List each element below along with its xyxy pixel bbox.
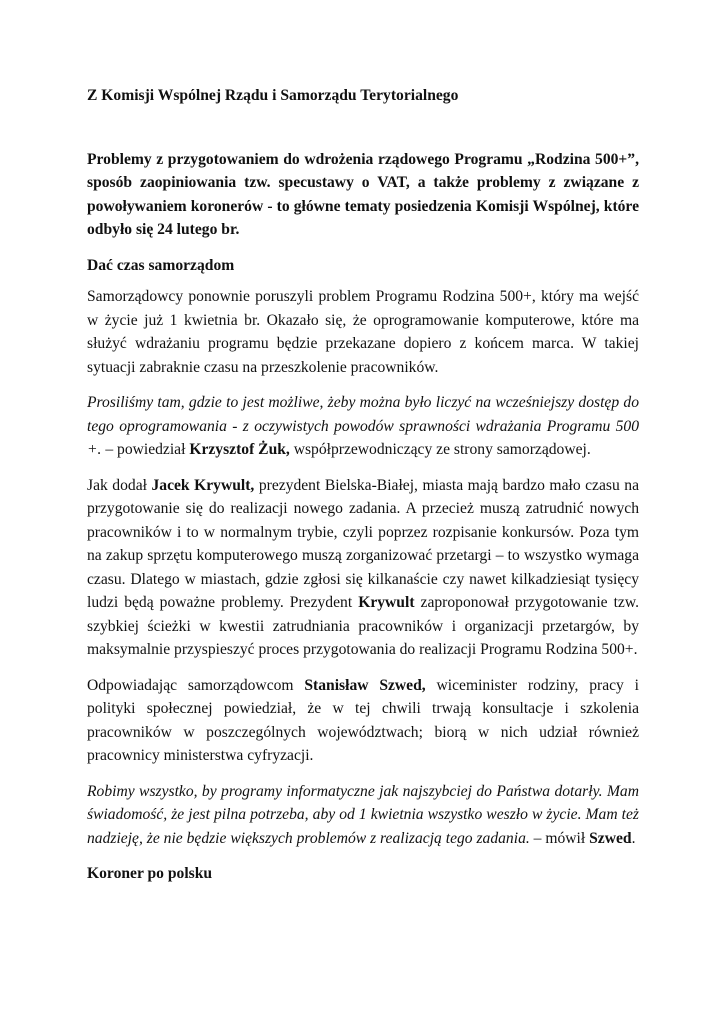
quote-zuk-said: – powiedział [101,441,190,458]
paragraph-szwed-a: Odpowiadając samorządowcom [87,676,305,694]
section-heading-dac-czas: Dać czas samorządom [87,256,235,274]
quote-szwed-said: – mówił [529,829,590,847]
section-heading-koroner: Koroner po polsku [87,865,213,882]
paragraph-krywult-b: prezydent Bielska-Białej, miasta mają bardzo mało czasu na przygotowanie się do realizacji nowego zadania. A przecież muszą zatrudnić nowych pracowników i to w normalnym trybie, czyli poprzez rozpisanie konkursów. Poza tym na zakup sprzętu komputerowego muszą zorganizować przetargi – to wszystko wymaga czasu. Dlatego w miastach, gdzie zgłosi się kilkanaście czy nawet kilkadziesiąt tysięcy ludzi będą poważne problemy. Prezydent [87,476,639,611]
speaker-krywult: Jacek Krywult, [151,476,255,494]
paragraph-krywult-c: zaproponował przygotowanie tzw. szybkiej ścieżki w kwestii zatrudniania pracowników i organizacji przetargów, by maksymalnie przyspieszyć proces przygotowania do realizacji Programu Rodzina 500+. [87,594,640,658]
quote-szwed-text: Robimy wszystko, by programy informatyczne jak najszybciej do Państwa dotarły. Mam świadomość, że jest pilna potrzeba, aby od 1 kwietnia wszystko weszło w życie. Mam też nadzieję, że nie będzie większych problemów z realizacją tego zadania. [87,782,639,847]
paragraph-program-rodzina: Samorządowcy ponownie poruszyli problem Programu Rodzina 500+, który ma wejść w życie już 1 kwietnia br. Okazało się, że oprogramowanie komputerowe, które ma służyć wdrażaniu programu będzie przekazane dopiero z końcem marca. W takiej sytuacji zabraknie czasu na przeszkolenie pracowników. [87,288,639,376]
speaker-szwed: Stanisław Szwed, [304,676,426,694]
paragraph-krywult [87,474,639,662]
paragraph-szwed-b: wiceminister rodziny, pracy i polityki społecznej powiedział, że w tej chwili trwają konsultacje i szkolenia pracowników w poszczególnych województwach; biorą w nich udział również pracownicy ministerstwa cyfryzacji. [87,676,640,764]
speaker-krywult-2: Krywult [358,594,415,611]
speaker-zuk-role: współprzewodniczący ze strony samorządowej. [289,441,591,458]
speaker-szwed-2: Szwed [589,829,632,847]
quote-szwed [87,780,639,851]
quote-zuk [87,391,639,462]
paragraph-krywult-a: Jak dodał [87,476,152,494]
paragraph-szwed [87,674,639,768]
document-title: Z Komisji Wspólnej Rządu i Samorządu Terytorialnego [87,87,459,104]
speaker-zuk: Krzysztof Żuk, [189,441,290,458]
quote-zuk-text: Prosiliśmy tam, gdzie to jest możliwe, żeby można było liczyć na wcześniejszy dostęp do tego oprogramowania - z oczywistych powodów sprawności wdrażania Programu 500 +. [87,394,639,458]
lead-paragraph: Problemy z przygotowaniem do wdrożenia rządowego Programu „Rodzina 500+”, sposób zaopiniowania tzw. specustawy o VAT, a także problemy z związane z powoływaniem koronerów - to główne tematy posiedzenia Komisji Wspólnej, które odbyło się 24 lutego br. [87,150,639,238]
quote-szwed-end: . [631,829,636,847]
